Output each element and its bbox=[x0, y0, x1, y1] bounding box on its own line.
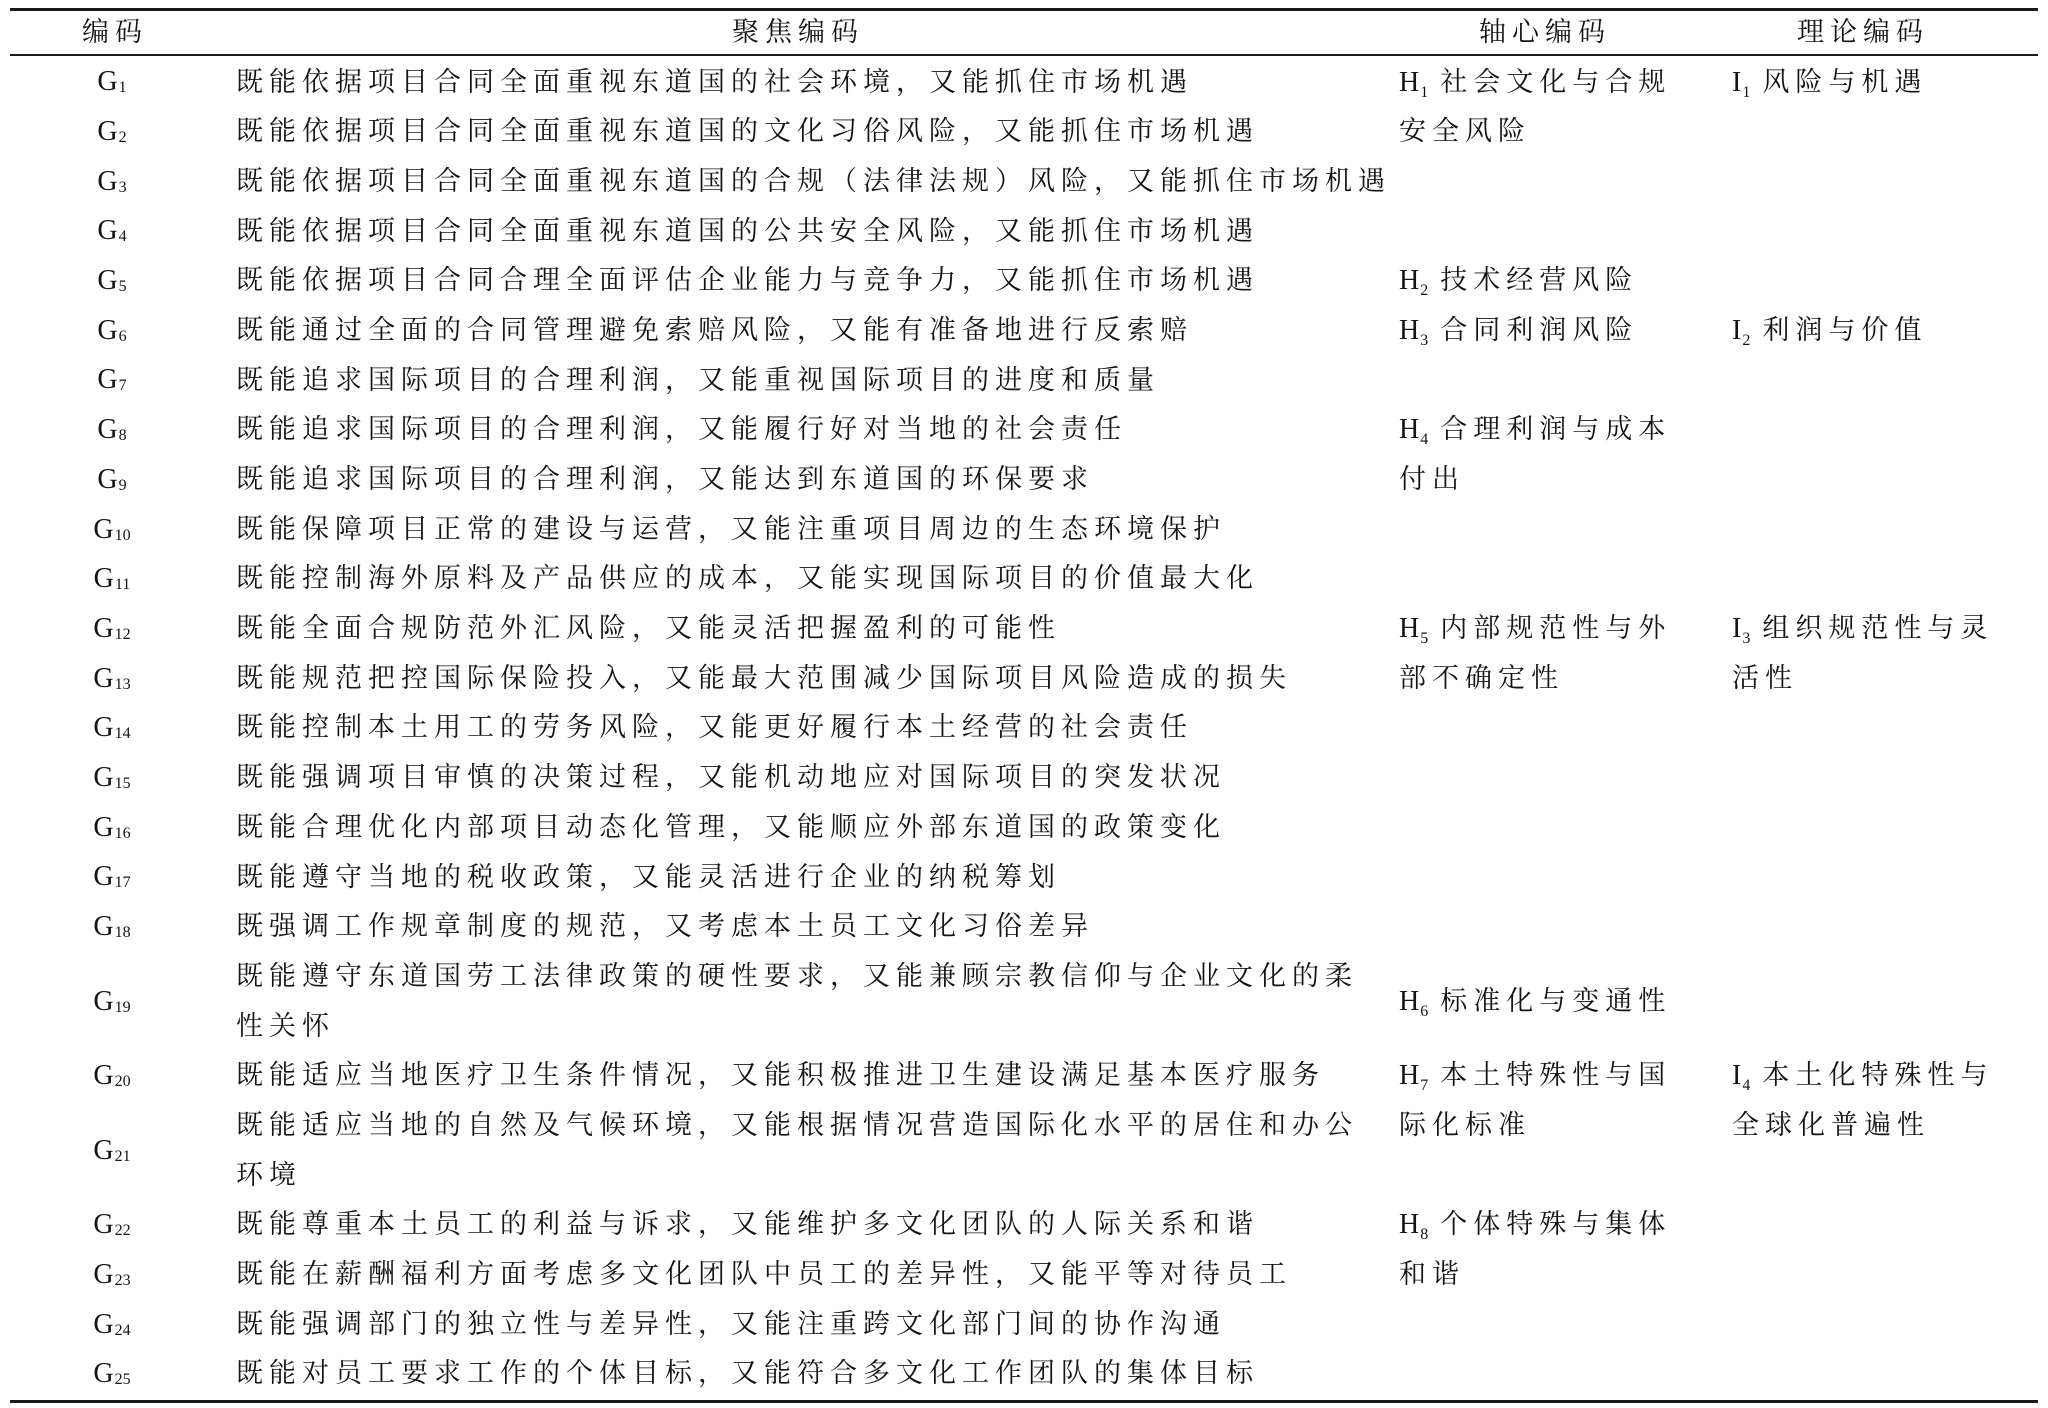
focus-code-label: G $_{19}$ bbox=[93, 985, 131, 1017]
axial-code-letter: H bbox=[1399, 66, 1420, 98]
code-letter: G bbox=[93, 985, 114, 1017]
table-row bbox=[0, 157, 2048, 207]
focus-coding-text: 既能适应当地医疗卫生条件情况，又能积极推进卫生建设满足基本医疗服务 bbox=[236, 1060, 1325, 1092]
axial-code-text: 社会文化与合规 安全风险 bbox=[1399, 66, 1672, 148]
focus-coding-text: 既能依据项目合同全面重视东道国的文化习俗风险，又能抓住市场机遇 bbox=[236, 116, 1259, 148]
focus-coding-text: 既能追求国际项目的合理利润，又能达到东道国的环保要求 bbox=[236, 464, 1094, 495]
axial-code-subscript: 6 bbox=[1420, 1002, 1429, 1020]
code-letter: G bbox=[97, 66, 118, 98]
axial-code-text: 个体特殊与集体 和谐 bbox=[1399, 1209, 1672, 1291]
focus-coding-text: 既能规范把控国际保险投入，又能最大范围减少国际项目风险造成的损失 bbox=[236, 662, 1292, 694]
table-row bbox=[0, 306, 2048, 356]
focus-code-label: G $_4$ bbox=[97, 215, 127, 247]
table-row bbox=[0, 1250, 2048, 1300]
focus-code-label: G $_{21}$ bbox=[93, 1134, 131, 1166]
focus-coding-text: 既能依据项目合同全面重视东道国的社会环境，又能抓住市场机遇 bbox=[236, 66, 1193, 98]
header-axial-coding: 轴心编码 bbox=[1479, 17, 1611, 48]
table-row bbox=[0, 753, 2048, 803]
theoretical-code-text: 本土化特殊性与 全球化普遍性 bbox=[1732, 1060, 1994, 1141]
table-row bbox=[0, 256, 2048, 306]
code-letter: G bbox=[93, 911, 114, 943]
table-row bbox=[0, 107, 2048, 157]
focus-coding-text: 既能强调部门的独立性与差异性，又能注重跨文化部门间的协作沟通 bbox=[236, 1308, 1226, 1340]
focus-coding-text: 既能全面合规防范外汇风险，又能灵活把握盈利的可能性 bbox=[236, 613, 1061, 645]
focus-coding-text: 既能依据项目合同全面重视东道国的合规（法律法规）风险，又能抓住市场机遇 bbox=[236, 165, 1391, 197]
axial-code bbox=[1399, 256, 1638, 306]
code-letter: G bbox=[93, 1134, 114, 1166]
code-letter: G bbox=[93, 1308, 114, 1340]
table-row bbox=[0, 207, 2048, 257]
axial-code-subscript: 3 bbox=[1420, 331, 1429, 349]
axial-code-letter: H bbox=[1399, 414, 1420, 446]
table-row bbox=[0, 1349, 2048, 1399]
focus-coding-text: 既能遵守当地的税收政策，又能灵活进行企业的纳税筹划 bbox=[236, 861, 1061, 893]
axial-code-text: 内部规范性与外 部不确定性 bbox=[1399, 613, 1672, 694]
table-row bbox=[0, 1051, 2048, 1141]
table-row bbox=[0, 853, 2048, 903]
axial-code-letter: H bbox=[1399, 985, 1420, 1017]
code-letter: G bbox=[97, 215, 118, 247]
axial-code-label bbox=[1399, 414, 1429, 449]
code-letter: G bbox=[97, 364, 118, 396]
axial-code-letter: H bbox=[1399, 1060, 1420, 1092]
code-letter: G bbox=[93, 513, 114, 545]
focus-coding-text: 既能对员工要求工作的个体目标，又能符合多文化工作团队的集体目标 bbox=[236, 1358, 1259, 1390]
focus-code-label: G $_7$ bbox=[97, 364, 127, 396]
code-letter: G bbox=[93, 861, 114, 893]
theoretical-code bbox=[1732, 58, 1927, 108]
axial-code-text: 标准化与变通性 bbox=[1440, 985, 1672, 1017]
focus-code-label: G $_1$ bbox=[97, 66, 127, 98]
focus-code-label: G $_{16}$ bbox=[93, 811, 131, 843]
code-letter: G bbox=[93, 1258, 114, 1290]
theoretical-code-subscript: 2 bbox=[1742, 331, 1751, 349]
focus-code-label: G $_3$ bbox=[97, 165, 127, 197]
axial-code-letter: H bbox=[1399, 613, 1420, 645]
table-row bbox=[0, 952, 2048, 1051]
table-row bbox=[0, 902, 2048, 952]
axial-code-letter: H bbox=[1399, 265, 1420, 297]
axial-code-text: 合同利润风险 bbox=[1440, 314, 1639, 346]
table-row bbox=[0, 455, 2048, 505]
axial-code-subscript: 1 bbox=[1420, 83, 1429, 101]
focus-code-label: G $_{18}$ bbox=[93, 911, 131, 943]
theoretical-code-subscript: 3 bbox=[1742, 630, 1751, 648]
axial-code-label bbox=[1399, 1209, 1429, 1244]
code-letter: G bbox=[97, 165, 118, 197]
axial-code-text: 本土特殊性与国 际化标准 bbox=[1399, 1060, 1672, 1141]
axial-code-letter: H bbox=[1399, 1209, 1420, 1241]
focus-coding-text: 既能依据项目合同合理全面评估企业能力与竞争力，又能抓住市场机遇 bbox=[236, 265, 1259, 297]
code-letter: G bbox=[93, 1358, 114, 1390]
theoretical-code-letter: I bbox=[1732, 613, 1742, 645]
table-row bbox=[0, 703, 2048, 753]
focus-coding-text: 既能强调项目审慎的决策过程，又能机动地应对国际项目的突发状况 bbox=[236, 762, 1226, 794]
table-row bbox=[0, 803, 2048, 853]
focus-code-label: G $_6$ bbox=[97, 314, 127, 346]
axial-code-label bbox=[1399, 265, 1429, 300]
focus-code-label: G $_5$ bbox=[97, 265, 127, 297]
code-letter: G bbox=[93, 1209, 114, 1241]
axial-code-label bbox=[1399, 314, 1429, 349]
table-row bbox=[0, 654, 2048, 704]
focus-code-label: G $_{22}$ bbox=[93, 1209, 131, 1241]
axial-code-subscript: 8 bbox=[1420, 1226, 1429, 1244]
header-row bbox=[0, 11, 2048, 54]
axial-code bbox=[1399, 306, 1638, 356]
focus-code-label: G $_{24}$ bbox=[93, 1308, 131, 1340]
focus-code-label: G $_8$ bbox=[97, 414, 127, 446]
focus-code-label: G $_{10}$ bbox=[93, 513, 131, 545]
header-rule bbox=[10, 54, 2038, 56]
theoretical-code-label bbox=[1732, 314, 1751, 349]
axial-code-subscript: 7 bbox=[1420, 1077, 1429, 1095]
theoretical-code-text: 组织规范性与灵 活性 bbox=[1732, 613, 1994, 694]
header-theoretical-coding: 理论编码 bbox=[1797, 17, 1929, 48]
code-letter: G bbox=[93, 612, 114, 644]
focus-coding-text: 既能在薪酬福利方面考虑多文化团队中员工的差异性，又能平等对待员工 bbox=[236, 1259, 1292, 1291]
focus-coding-text: 既能遵守东道国劳工法律政策的硬性要求，又能兼顾宗教信仰与企业文化的柔 性关怀 bbox=[236, 960, 1358, 1042]
focus-code-label: G $_{25}$ bbox=[93, 1358, 131, 1390]
focus-coding-text: 既能合理优化内部项目动态化管理，又能顺应外部东道国的政策变化 bbox=[236, 811, 1226, 843]
code-letter: G bbox=[93, 761, 114, 793]
theoretical-code-text: 风险与机遇 bbox=[1762, 66, 1928, 98]
theoretical-code-label bbox=[1732, 613, 1751, 648]
focus-coding-text: 既能追求国际项目的合理利润，又能履行好对当地的社会责任 bbox=[236, 414, 1127, 446]
focus-coding-text: 既能控制海外原料及产品供应的成本，又能实现国际项目的价值最大化 bbox=[236, 563, 1259, 595]
code-letter: G bbox=[97, 265, 118, 297]
axial-code-subscript: 2 bbox=[1420, 282, 1429, 300]
focus-code-label: G $_{23}$ bbox=[93, 1258, 131, 1290]
focus-coding-text: 既能控制本土用工的劳务风险，又能更好履行本土经营的社会责任 bbox=[236, 712, 1193, 744]
focus-code-label: G $_{14}$ bbox=[93, 712, 131, 744]
code-letter: G bbox=[93, 563, 114, 595]
axial-code-label bbox=[1399, 613, 1429, 648]
code-letter: G bbox=[97, 116, 118, 148]
focus-coding-text: 既强调工作规章制度的规范，又考虑本土员工文化习俗差异 bbox=[236, 911, 1094, 943]
table-row bbox=[0, 505, 2048, 555]
axial-code-text: 技术经营风险 bbox=[1440, 265, 1639, 297]
theoretical-code-subscript: 4 bbox=[1742, 1077, 1751, 1095]
bottom-rule bbox=[10, 1400, 2038, 1403]
table-row bbox=[0, 1300, 2048, 1350]
header-focus-coding: 聚焦编码 bbox=[732, 17, 864, 48]
focus-code-label: G $_{11}$ bbox=[93, 563, 131, 595]
code-letter: G bbox=[93, 712, 114, 744]
focus-coding-text: 既能尊重本土员工的利益与诉求，又能维护多文化团队的人际关系和谐 bbox=[236, 1209, 1259, 1241]
axial-code-letter: H bbox=[1399, 314, 1420, 346]
header-code: 编码 bbox=[82, 17, 148, 48]
code-letter: G bbox=[97, 414, 118, 446]
code-letter: G bbox=[97, 463, 118, 495]
theoretical-code-letter: I bbox=[1732, 314, 1742, 346]
theoretical-code-label bbox=[1732, 66, 1751, 101]
axial-code-label bbox=[1399, 985, 1429, 1020]
axial-code-text: 合理利润与成本 付出 bbox=[1399, 414, 1672, 496]
table-row bbox=[0, 1101, 2048, 1200]
table-row bbox=[0, 356, 2048, 406]
table-row bbox=[0, 554, 2048, 604]
focus-code-label: G $_{17}$ bbox=[93, 861, 131, 893]
axial-code bbox=[1399, 977, 1671, 1027]
theoretical-code-letter: I bbox=[1732, 1060, 1742, 1092]
focus-code-label: G $_{15}$ bbox=[93, 761, 131, 793]
focus-coding-text: 既能适应当地的自然及气候环境，又能根据情况营造国际化水平的居住和办公 环境 bbox=[236, 1109, 1358, 1191]
focus-coding-text: 既能追求国际项目的合理利润，又能重视国际项目的进度和质量 bbox=[236, 364, 1160, 396]
code-letter: G bbox=[93, 811, 114, 843]
focus-code-label: G $_9$ bbox=[97, 463, 127, 495]
code-letter: G bbox=[93, 1060, 114, 1092]
theoretical-code-label bbox=[1732, 1060, 1751, 1095]
axial-code-label bbox=[1399, 66, 1429, 101]
focus-code-label: G $_{20}$ bbox=[93, 1060, 131, 1092]
theoretical-code-letter: I bbox=[1732, 66, 1742, 98]
focus-code-label: G $_{13}$ bbox=[93, 662, 131, 694]
axial-code-subscript: 5 bbox=[1420, 630, 1429, 648]
code-letter: G bbox=[97, 314, 118, 346]
table-body bbox=[0, 58, 2048, 1400]
focus-code-label: G $_{12}$ bbox=[93, 612, 131, 644]
theoretical-code-text: 利润与价值 bbox=[1762, 314, 1928, 346]
theoretical-code bbox=[1732, 306, 1927, 356]
focus-code-label: G $_2$ bbox=[97, 116, 127, 148]
theoretical-code-subscript: 1 bbox=[1742, 83, 1751, 101]
axial-code-label bbox=[1399, 1060, 1429, 1095]
code-letter: G bbox=[93, 662, 114, 694]
focus-coding-text: 既能依据项目合同全面重视东道国的公共安全风险，又能抓住市场机遇 bbox=[236, 215, 1259, 247]
focus-coding-text: 既能保障项目正常的建设与运营，又能注重项目周边的生态环境保护 bbox=[236, 513, 1226, 545]
axial-code-subscript: 4 bbox=[1420, 431, 1429, 449]
focus-coding-text: 既能通过全面的合同管理避免索赔风险，又能有准备地进行反索赔 bbox=[236, 314, 1193, 346]
